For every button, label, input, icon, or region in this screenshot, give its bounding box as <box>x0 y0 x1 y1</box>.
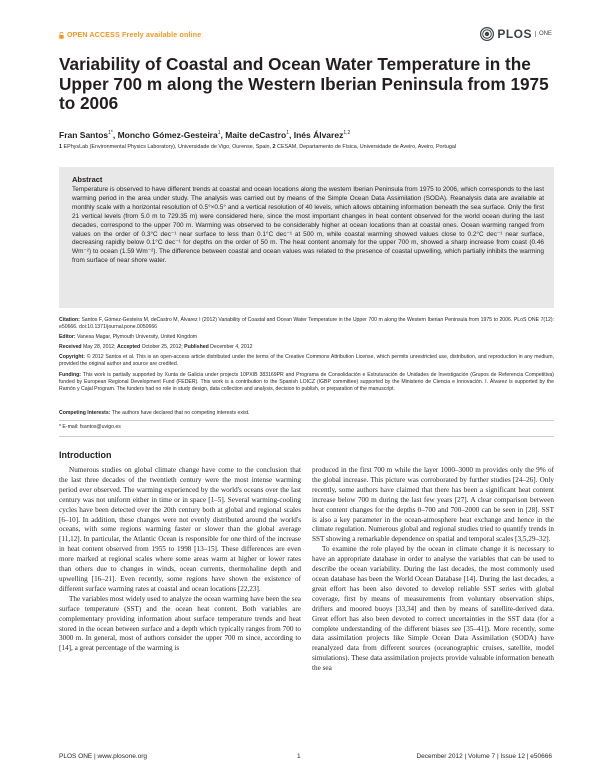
divider <box>59 436 554 437</box>
body-column-right <box>312 466 554 674</box>
abstract-heading: Abstract <box>72 175 103 184</box>
copyright-text: © 2012 Santos et al. This is an open-access article distributed under the terms of the Creative Commons Attribution License, which permits unrestricted use, distribution, and reproduction in any medium, provided the original author and source are credited. <box>59 354 554 367</box>
author-affiliation-mark: 1,2 <box>343 130 351 137</box>
funding-label: Funding: <box>59 372 81 378</box>
accepted-date: October 25, 2012; <box>140 344 185 350</box>
body-paragraph: The variables most widely used to analyze the ocean warming have been the sea surface temperature (SST) and the ocean heat content. Both variables are complementary providing information about surface temperature trends and heat stored in the ocean between surface and a depth which typically ranges from 700 to 3000 m. In general, most of authors consider the upper 700 m since, according to [14], a great percentage of the warming is <box>59 594 301 653</box>
introduction-heading: Introduction <box>59 450 112 460</box>
affiliation-text: EPhysLab (Environmental Physics Laboratory), Universidade de Vigo, Ourense, Spain, <box>62 144 273 150</box>
competing-interests <box>59 410 554 417</box>
journal-logo <box>480 27 552 41</box>
author-affiliation-mark: 1 <box>286 130 289 137</box>
published-date: December 4, 2012 <box>208 344 253 350</box>
body-paragraph: To examine the role played by the ocean in climate change it is necessary to have an appropriate database in order to analyse the variables that can be used to describe the ocean variability. During the last decades, the most commonly used ocean database has been the World Ocean Database [14]. During the last decades, a great effort has been also devoted to develop reliable SST series with global coverage, first by means of measurements from voluntary observation ships, drifters and moored buoys [33,34] and then by means of satellite-derived data. Great effort has also been devoted to correct uncertainties in the SST data (for a complete understanding of the different biases see [35–41]). More recently, some data assimilation projects like Simple Ocean Data Assimilation (SODA) have reanalyzed data from different sources (oceanographic cruises, satellite, model simulations). These data assimilation projects provide valuable information beneath the sea <box>312 545 554 673</box>
open-access-lock-icon <box>59 32 64 39</box>
funding-text: This work is partially supported by Xunta de Galicia under projects 10PXIB 383169PR and Programa de Consolidación e Estruturación de Unidades de Investigación (Grupos de Referencia Competitiva) funded by European Regional Development Fund (FEDER). This work is a contribution to the Spanish LOICZ (IGBP committee) supported by the Ministerio de Ciencia e Innovación. I. Álvarez is supported by the Ramón y Cajal Program. The funders had no role in study design, data collection and analysis, decision to publish, or preparation of the manuscript. <box>59 372 554 392</box>
logo-one: ONE <box>535 31 552 37</box>
corresponding-email[interactable]: * E-mail: fsantos@uvigo.es <box>59 424 121 430</box>
footer-issue: December 2012 | Volume 7 | Issue 12 | e50666 <box>416 753 552 760</box>
page-number: 1 <box>297 753 301 760</box>
received-label: Received <box>59 344 82 350</box>
open-access-banner <box>59 32 201 39</box>
citation-text: Santos F, Gómez-Gesteira M, deCastro M, Álvarez I (2012) Variability of Coastal and Ocean Water Temperature in the Upper 700 m along the Western Iberian Peninsula from 1975 to 2006. PLoS ONE 7(12): e50666. doi:10.1371/journal.pone.0050666 <box>59 317 554 330</box>
editor-label: Editor: <box>59 334 76 340</box>
body-column-left <box>59 466 301 654</box>
footer-journal[interactable]: PLOS ONE | www.plosone.org <box>59 753 148 760</box>
open-access-text: OPEN ACCESS Freely available online <box>67 32 202 39</box>
citation-label: Citation: <box>59 317 80 323</box>
abstract-box <box>59 167 554 308</box>
author-name: Maite deCastro <box>225 130 287 140</box>
copyright-label: Copyright: <box>59 354 85 360</box>
accepted-label: Accepted <box>117 344 141 350</box>
author-list: Fran Santos$^{1*}$, Moncho Gómez-Gesteira$^1$, Maite deCastro$^1$, Inés Álvarez$^{1,2}$ <box>59 130 351 140</box>
published-label: Published <box>184 344 209 350</box>
editor-text: Vanesa Magar, Plymouth University, United Kingdom <box>75 334 198 340</box>
divider <box>59 420 554 421</box>
author-name: Fran Santos <box>59 130 109 140</box>
competing-text: The authors have declared that no competing interests exist. <box>110 410 250 416</box>
affiliation-text: CESAM, Departamento de Física, Universidade de Aveiro, Aveiro, Portugal <box>275 144 457 150</box>
affiliations <box>59 144 559 150</box>
funding <box>59 372 554 393</box>
competing-label: Competing Interests: <box>59 410 111 416</box>
received-date: May 28, 2012; <box>81 344 118 350</box>
copyright <box>59 354 554 368</box>
dates <box>59 344 554 351</box>
author-name: Inés Álvarez <box>293 130 344 140</box>
abstract-text: Temperature is observed to have different trends at coastal and ocean locations along the western Iberian Peninsula from 1975 to 2006, which corresponds to the last warming period in the area under study. The analysis was carried out by means of the Simple Ocean Data Assimilation (SODA). Reanalysis data are available at monthly scale with a horizontal resolution of 0.5°×0.5° and a vertical resolution of 40 levels, which allows obtaining information beneath the sea surface. Only the first 21 vertical levels (from 5.0 m to 729.35 m) were considered here, since the most important changes in heat content observed for the world ocean during the last decades, correspond to the upper 700 m. Warming was observed to be considerably higher at ocean locations than at coastal ones. Ocean warming ranged from values on the order of 0.3°C dec⁻¹ near surface to less than 0.1°C dec⁻¹ at 500 m, while coastal warming showed values close to 0.2°C dec⁻¹ near surface, decreasing rapidly below 0.1°C dec⁻¹ for depths on the order of 50 m. The heat content anomaly for the upper 700 m, showed a sharp increase from coast (0.46 Wm⁻²) to ocean (1.59 Wm⁻²). The difference between coastal and ocean values was related to the presence of coastal upwelling, which partially inhibits the warming from surface of near shore water. <box>72 186 544 265</box>
body-paragraph: produced in the first 700 m while the layer 1000–3000 m provides only the 9% of the global increase. This picture was corroborated by further studies [24–26]. Only recently, some authors have claimed that there has been a significant heat content increase below 700 m during the last few years [27]. A clear comparison between heat content changes for the depths 0–700 and 700–2000 can be seen in [28]. SST is also a key parameter in the ocean-atmosphere heat exchange and hence in the climate regulation. Numerous global and regional studies tried to quantify trends in SST showing a remarkable dependence on spatial and temporal scales [3,5,29–32]. <box>312 466 554 544</box>
author-affiliation-mark: 1* <box>108 130 113 137</box>
article-title: Variability of Coastal and Ocean Water Temperature in the Upper 700 m along the Western Iberian Peninsula from 1975 to 2006 <box>59 54 549 113</box>
affiliation-number: 1 <box>59 144 62 150</box>
author-affiliation-mark: 1 <box>217 130 221 137</box>
affiliation-number: 2 <box>272 144 276 150</box>
editor <box>59 334 554 341</box>
plos-logo-icon <box>480 27 494 41</box>
citation <box>59 317 554 331</box>
logo-text: PLOS <box>497 27 532 41</box>
body-paragraph: Numerous studies on global climate change have come to the conclusion that the last three decades of the twentieth century were the most intense warming period ever observed. The warming experienced by the world's oceans over the last century was not uniform either in time or in space [1–5]. Several warming-cooling cycles have been detected over the 20th century both at global and regional scales [6–10]. In addition, these changes were not evenly distributed around the world's oceans, with some regions warming faster or slower than the global average [11,12]. In particular, the Atlantic Ocean is responsible for one third of the increase in heat content observed from 1955 to 1998 [13–15]. These differences are even more marked at regional scales where some areas warm at higher or lower rates than others due to changes in winds, ocean currents, thermohaline depth and upwelling [16–21]. Even recently, some regions have shown the existence of different surface warming rates at coastal and ocean locations [22,23]. <box>59 466 301 593</box>
author-name: Moncho Gómez-Gesteira <box>117 130 218 140</box>
